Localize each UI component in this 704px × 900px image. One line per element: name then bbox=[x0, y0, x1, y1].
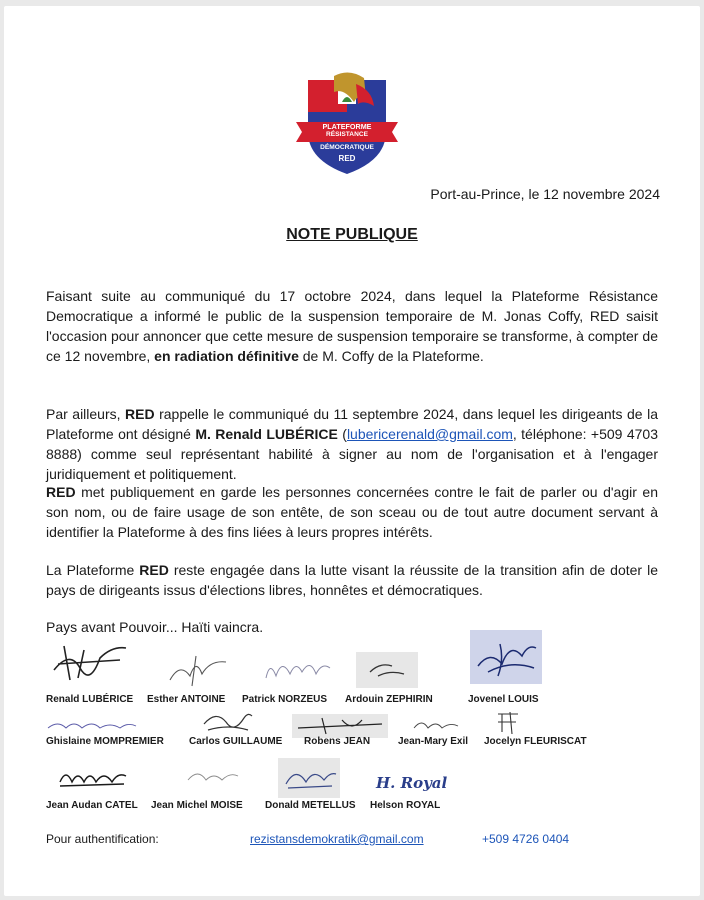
logo-line3: DÉMOCRATIQUE bbox=[320, 144, 374, 151]
email-link-luberice[interactable]: lubericerenald@gmail.com bbox=[346, 426, 513, 442]
paragraph-3: RED met publiquement en garde les personnes concernées contre le fait de parler ou d'agir en son nom, ou de faire usage de son entête, de son sceau ou de tout autre document servant à identifier la Plateforme à des fins liées à leurs propres intérêts. bbox=[46, 484, 658, 540]
signature-exil bbox=[410, 714, 460, 736]
paragraph-1: Faisant suite au communiqué du 17 octobre 2024, dans lequel la Plateforme Résistance Democratique a informé le public de la suspension temporaire de M. Jonas Coffy, RED saisit l'occasion pour annoncer que cette mesure de suspension temporaire se transforme, à compter de ce 12 novembre, en radiation définitive de M. Coffy de la Plateforme. bbox=[46, 288, 658, 364]
signatory-name: Esther ANTOINE bbox=[147, 694, 226, 705]
signature-zephirin bbox=[356, 652, 418, 688]
signature-norzeus bbox=[262, 654, 334, 686]
signature-luberice bbox=[50, 640, 130, 684]
signature-royal: H. Royal bbox=[376, 774, 448, 792]
signatory-name: Jean Audan CATEL bbox=[46, 800, 138, 811]
signatory-name: Jovenel LOUIS bbox=[468, 694, 539, 705]
signatory-name: Robens JEAN bbox=[304, 736, 371, 747]
red-logo bbox=[294, 72, 400, 176]
signature-catel bbox=[56, 764, 128, 792]
logo-line2: RÉSISTANCE bbox=[325, 131, 369, 138]
paragraph-4: La Plateforme RED reste engagée dans la lutte visant la réussite de la transition afin de doter le pays de dirigeants issus d'élections libres, honnêtes et démocratiques. bbox=[46, 562, 658, 598]
signatory-name: Carlos GUILLAUME bbox=[189, 736, 283, 747]
logo-line1: PLATEFORME bbox=[322, 122, 372, 131]
signature-mompremier bbox=[44, 712, 140, 736]
signature-antoine bbox=[166, 652, 230, 688]
auth-phone: +509 4726 0404 bbox=[482, 832, 570, 846]
signatory-name: Patrick NORZEUS bbox=[242, 694, 328, 705]
signature-moise bbox=[184, 764, 240, 788]
signatory-name: Jocelyn FLEURISCAT bbox=[484, 736, 587, 747]
paragraph-2: Par ailleurs, RED rappelle le communiqué du 11 septembre 2024, dans lequel les dirigeants de la Plateforme ont désigné M. Renald LUBÉRICE (lubericerenald@gmail.com, téléphone: +509 4703 8888) comme seul représentant habilité à signer au nom de l'organisation et à l'engager juridiquement et politiquement. bbox=[46, 406, 658, 482]
logo-line4: RED bbox=[338, 154, 356, 163]
signatory-name: Renald LUBÉRICE bbox=[46, 694, 134, 705]
date-line: Port-au-Prince, le 12 novembre 2024 bbox=[430, 186, 660, 202]
signature-guillaume bbox=[198, 704, 254, 738]
motto: Pays avant Pouvoir... Haïti vaincra. bbox=[46, 619, 264, 635]
auth-label: Pour authentification: bbox=[46, 832, 159, 846]
signatory-name: Ardouin ZEPHIRIN bbox=[345, 694, 433, 705]
signatory-name: Helson ROYAL bbox=[370, 800, 441, 811]
auth-email-link[interactable]: rezistansdemokratik@gmail.com bbox=[250, 832, 424, 846]
page-title: NOTE PUBLIQUE bbox=[286, 226, 418, 243]
signature-metellus bbox=[278, 758, 340, 798]
signatory-name: Jean-Mary Exil bbox=[398, 736, 469, 747]
signature-fleuriscat bbox=[494, 708, 522, 736]
signature-louis bbox=[470, 630, 542, 684]
signature-jean bbox=[292, 714, 388, 738]
signatory-name: Ghislaine MOMPREMIER bbox=[46, 736, 164, 747]
signatory-name: Jean Michel MOISE bbox=[151, 800, 243, 811]
signatory-name: Donald METELLUS bbox=[265, 800, 356, 811]
